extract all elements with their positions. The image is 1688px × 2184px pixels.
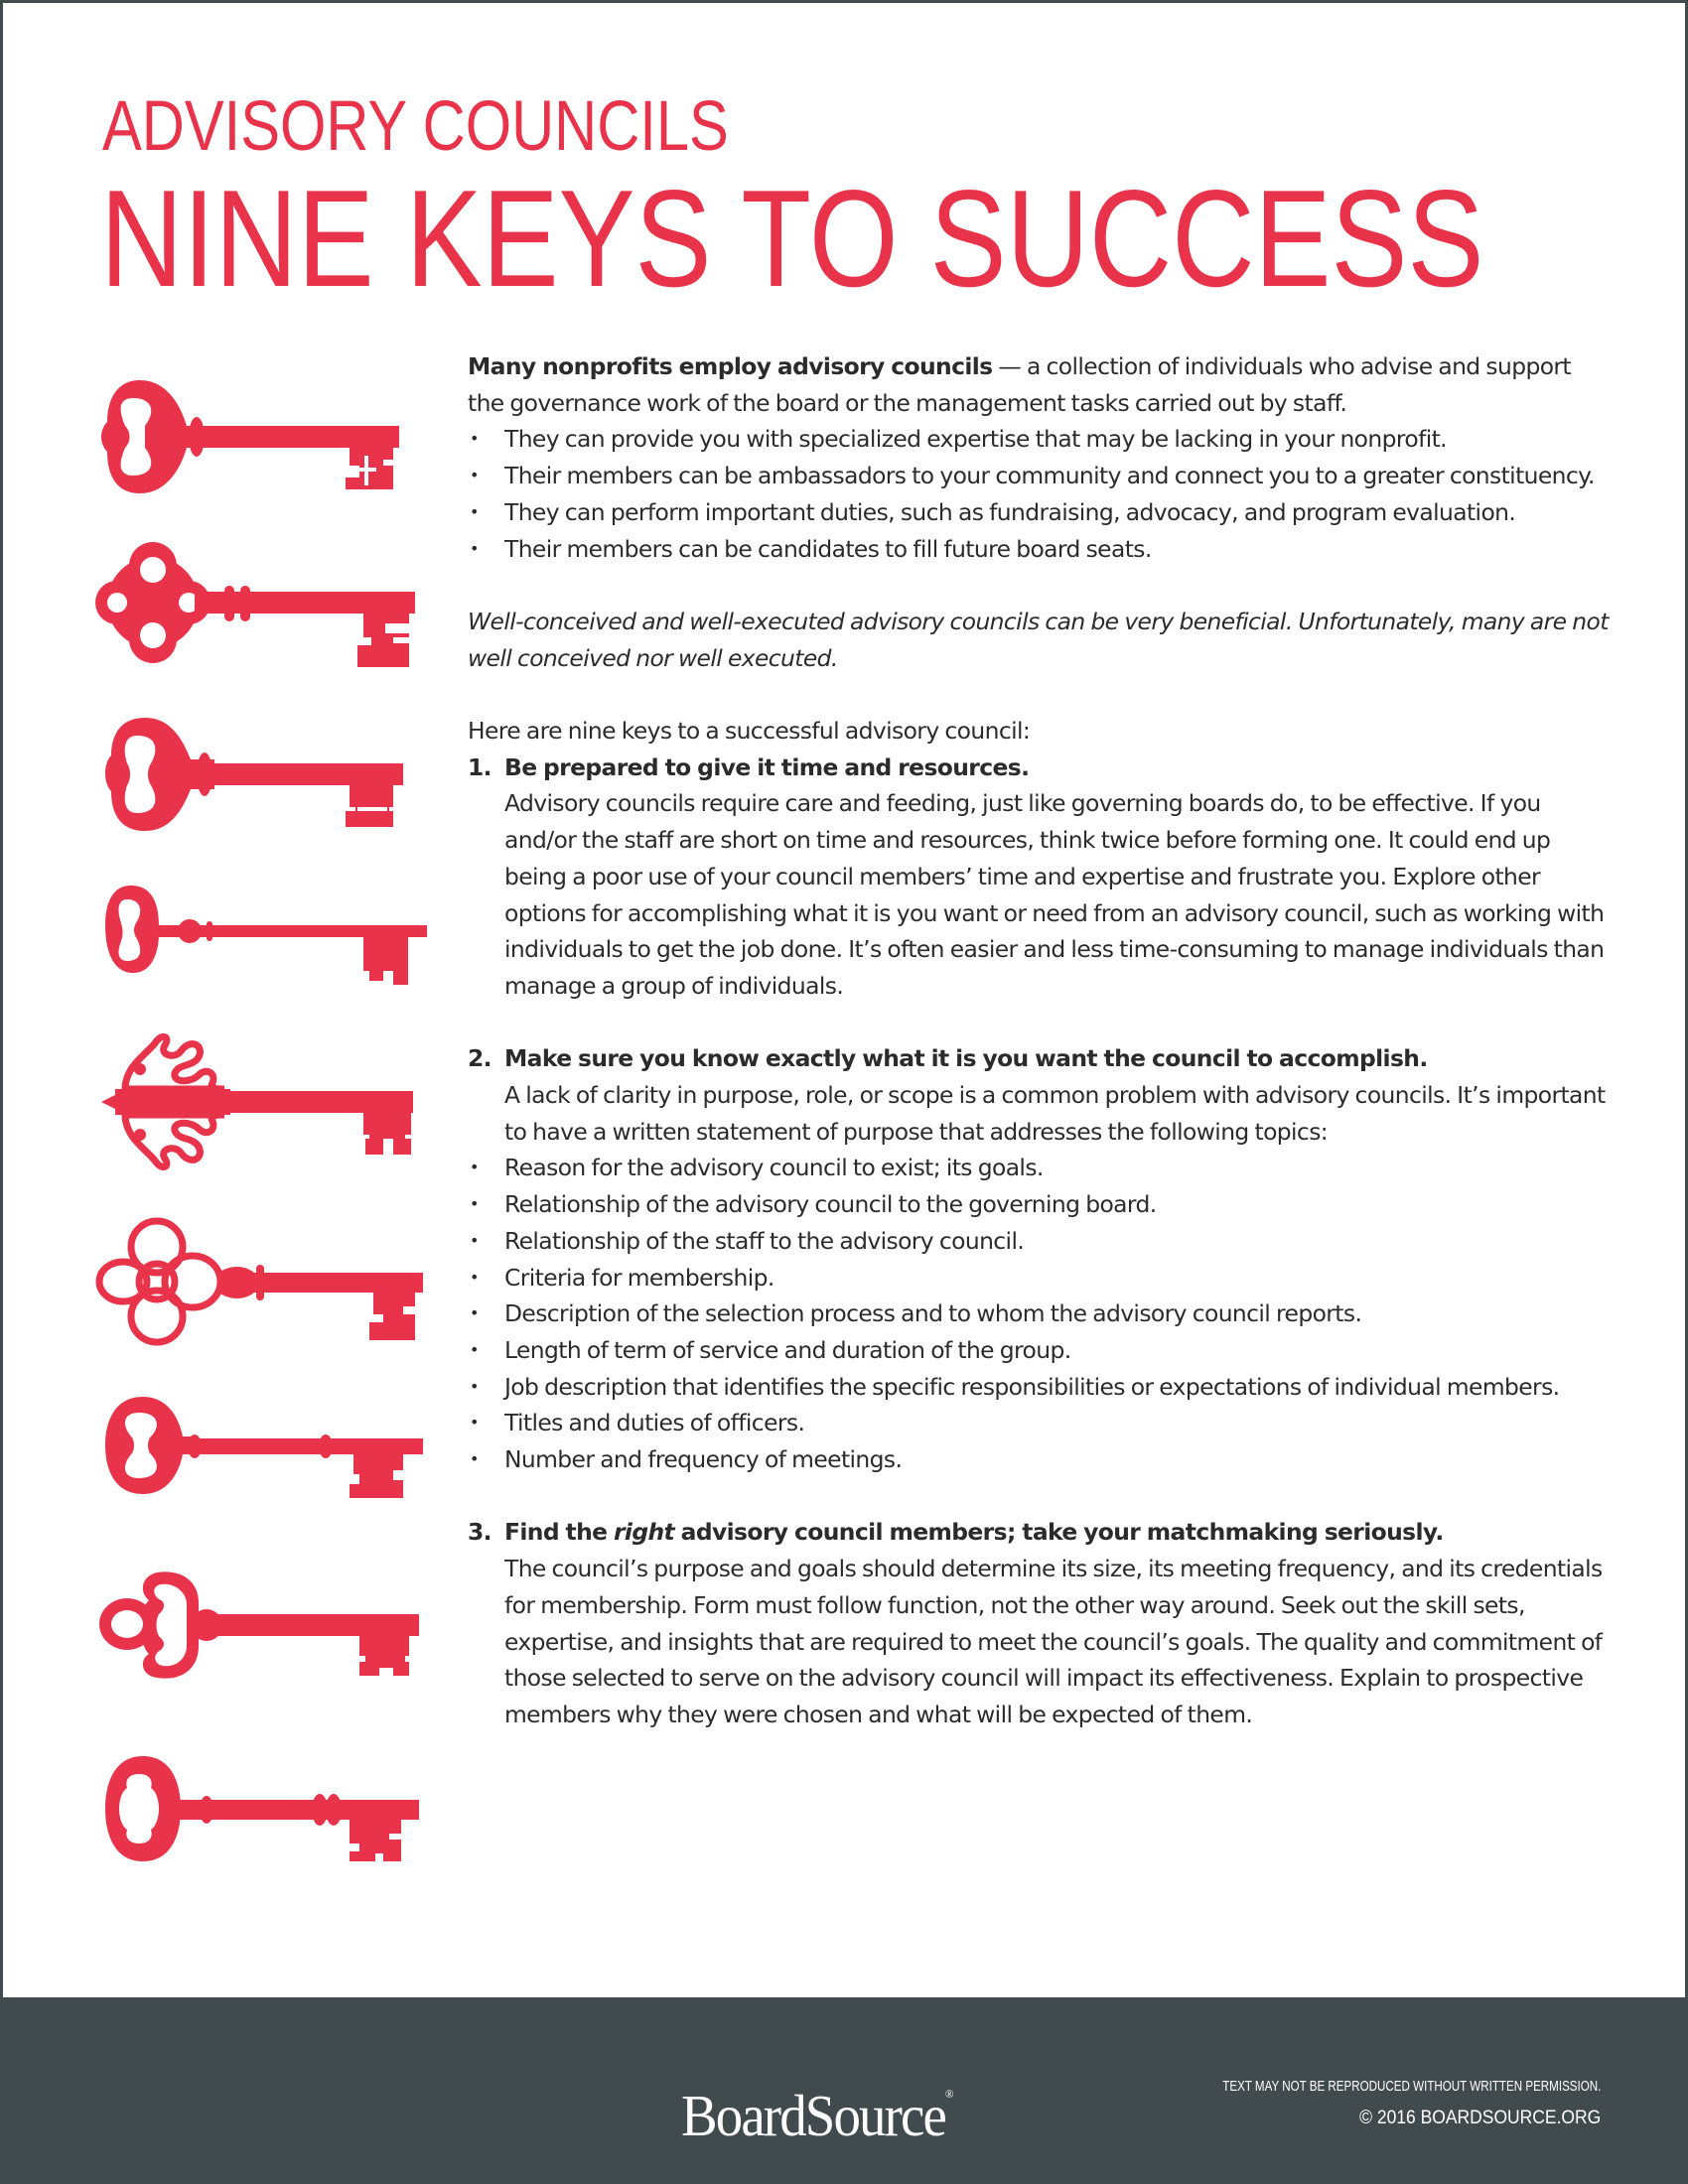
- key-icon-7: [95, 1371, 443, 1520]
- purpose-topic: • Reason for the advisory council to exist; its goals.: [468, 1150, 1610, 1186]
- round-key-icon: [95, 1371, 443, 1520]
- intro-paragraph: [468, 348, 1610, 421]
- bullet-icon: •: [470, 1230, 479, 1250]
- key-item-2-body: A lack of clarity in purpose, role, or scope is a common problem with advisory councils. It’s important to have a written statement of purpose that addresses the following topics:: [504, 1081, 1606, 1146]
- bullet-icon: •: [470, 1449, 479, 1469]
- key-icon-4: [95, 856, 443, 1005]
- reproduction-notice: TEXT MAY NOT BE REPRODUCED WITHOUT WRITTEN PERMISSION.: [1221, 2079, 1601, 2095]
- main-content: [468, 348, 1610, 1733]
- italic-note: Well-conceived and well-executed advisory councils can be very beneficial. Unfortunately, many are not well conceived nor well executed.: [468, 607, 1609, 672]
- purpose-topic: • Number and frequency of meetings.: [468, 1441, 1610, 1478]
- spacer: [468, 1005, 1610, 1041]
- key-item-1-body: Advisory councils require care and feeding, just like governing boards do, to be effective. If you and/or the staff are short on time and resources, think twice before forming one. It could end up being a poor use of your council members’ time and expertise and frustrate you. Explore other options for accomplishing what it is you want or need from an advisory council, such as working with individuals to get the job done. It’s often easier and less time-consuming to manage individuals than manage a group of individuals.: [504, 789, 1605, 1000]
- spacer: [468, 676, 1610, 713]
- key-icon-5: [95, 1027, 443, 1176]
- keys-intro: Here are nine keys to a successful advisory council:: [468, 717, 1031, 745]
- copyright-notice: © 2016 BOARDSOURCE.ORG: [1358, 2108, 1601, 2128]
- bullet-icon: •: [470, 1158, 479, 1177]
- bullet-icon: •: [470, 1339, 479, 1359]
- purpose-topic: • Criteria for membership.: [468, 1260, 1610, 1297]
- key-icon-1: [95, 362, 443, 511]
- purpose-topic: • Titles and duties of officers.: [468, 1405, 1610, 1441]
- key-icon-9: [95, 1734, 443, 1883]
- key-item-1-heading: 1. Be prepared to give it time and resources.: [468, 752, 1030, 781]
- spacer: [468, 567, 1610, 604]
- intro-bullet: • They can perform important duties, such as fundraising, advocacy, and program evaluation.: [468, 494, 1610, 531]
- purpose-topic: • Job description that identifies the specific responsibilities or expectations of individual members.: [468, 1369, 1610, 1406]
- intro-bullet: • Their members can be ambassadors to your community and connect you to a greater constituency.: [468, 458, 1610, 494]
- oval-key-icon: [95, 700, 443, 849]
- oval-ring-key-icon: [95, 1734, 443, 1883]
- boardsource-logo: BoardSource®: [681, 2083, 954, 2148]
- purpose-topic: • Relationship of the staff to the advisory council.: [468, 1223, 1610, 1260]
- clover-key-icon: [95, 1551, 443, 1700]
- intro-lead-rest: — a collection of individuals who advise and support the governance work of the board or the management tasks carried out by staff.: [468, 352, 1571, 417]
- trefoil-key-icon: [95, 528, 443, 677]
- bullet-icon: •: [470, 538, 479, 558]
- key-item-2-heading: 2. Make sure you know exactly what it is you want the council to accomplish.: [468, 1044, 1428, 1073]
- bullet-icon: •: [470, 429, 479, 449]
- bullet-icon: •: [470, 1303, 479, 1323]
- key-icon-6: [95, 1207, 443, 1356]
- purpose-topic: • Relationship of the advisory council to the governing board.: [468, 1186, 1610, 1223]
- ornate-key-icon: [95, 1027, 443, 1176]
- cartouche-key-icon: [95, 362, 443, 511]
- intro-bullet: • Their members can be candidates to fill future board seats.: [468, 531, 1610, 568]
- key-item-3-body: The council’s purpose and goals should determine its size, its meeting frequency, and its credentials for membership. Form must follow function, not the other way around. Seek out the skill sets, expertise, and insights that are required to meet the council’s goals. The quality and commitment of those selected to serve on the advisory council will impact its effectiveness. Explain to prospective members why they were chosen and what will be expected of them.: [504, 1555, 1603, 1728]
- purpose-topic: • Description of the selection process and to whom the advisory council reports.: [468, 1296, 1610, 1332]
- bullet-icon: •: [470, 1376, 479, 1396]
- key-icon-2: [95, 528, 443, 677]
- spacer: [468, 1478, 1610, 1515]
- key-icon-8: [95, 1551, 443, 1700]
- keys-column: [0, 0, 477, 1985]
- key-icon-3: [95, 700, 443, 849]
- purpose-topic: • Length of term of service and duration of the group.: [468, 1332, 1610, 1369]
- intro-lead: Many nonprofits employ advisory councils: [468, 352, 993, 380]
- registered-mark: ®: [945, 2087, 954, 2101]
- bullet-icon: •: [470, 501, 479, 521]
- quatrefoil-key-icon: [95, 1207, 443, 1356]
- bullet-icon: •: [470, 1194, 479, 1214]
- key-item-3-heading: 3. Find the right advisory council members; take your matchmaking seriously.: [468, 1518, 1444, 1547]
- bullet-icon: •: [470, 1267, 479, 1287]
- intro-bullet: • They can provide you with specialized expertise that may be lacking in your nonprofit.: [468, 421, 1610, 458]
- page-kicker: ADVISORY COUNCILS: [102, 87, 729, 166]
- page-title: NINE KEYS TO SUCCESS: [100, 162, 1484, 316]
- small-oval-key-icon: [95, 856, 443, 1005]
- bullet-icon: •: [470, 1413, 479, 1433]
- bullet-icon: •: [470, 466, 479, 485]
